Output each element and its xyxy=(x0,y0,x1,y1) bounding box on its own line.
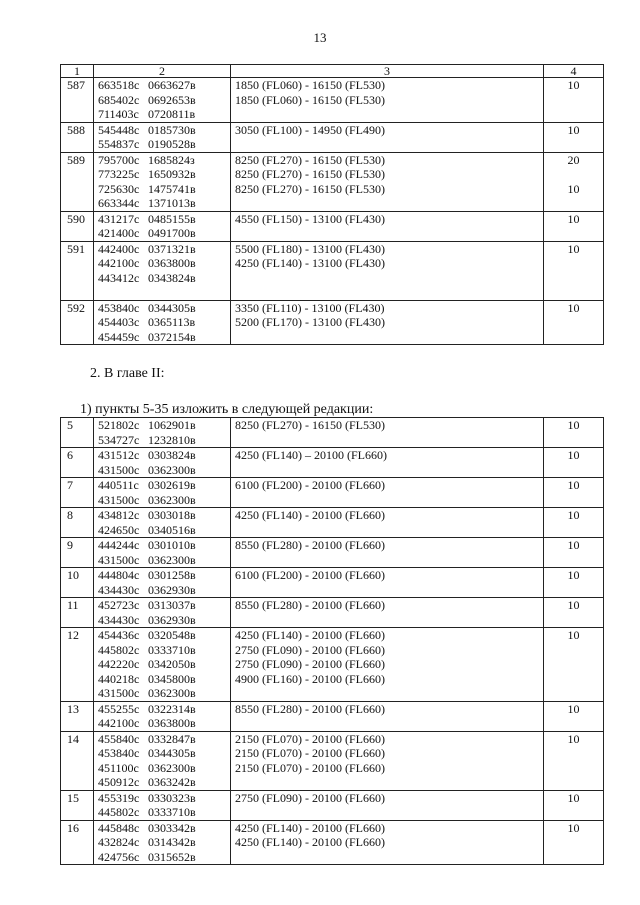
latitude: 434812с xyxy=(98,508,140,522)
coordinate-cell xyxy=(94,211,231,241)
longitude: 0344305в xyxy=(148,300,196,315)
width-value xyxy=(548,167,599,182)
longitude: 0372154в xyxy=(148,329,196,344)
longitude: 0362300в xyxy=(148,686,196,700)
coordinate-cell xyxy=(94,568,231,598)
coordinate-cell xyxy=(94,300,231,345)
latitude: 455840с xyxy=(98,731,140,746)
latitude: 450912с xyxy=(98,775,140,789)
altitude-cell xyxy=(231,790,544,820)
route-number: 588 xyxy=(61,122,94,152)
section-heading: 2. В главе II: xyxy=(90,366,165,381)
longitude: 0365113в xyxy=(148,315,196,329)
route-number: 5 xyxy=(61,418,94,448)
table-row xyxy=(61,731,604,790)
longitude: 0332847в xyxy=(148,731,196,746)
altitude-range: 4250 (FL140) - 20100 (FL660) xyxy=(235,628,385,642)
latitude: 424650с xyxy=(98,522,140,537)
coordinate-line xyxy=(98,805,226,820)
latitude: 554837с xyxy=(98,137,140,151)
width-value: 10 xyxy=(567,448,580,462)
altitude-cell xyxy=(231,538,544,568)
route-number: 13 xyxy=(61,701,94,731)
altitude-cell xyxy=(231,241,544,300)
longitude: 0343824в xyxy=(148,270,196,285)
coordinate-cell xyxy=(94,701,231,731)
altitude-range: 1850 (FL060) - 16150 (FL530) xyxy=(235,92,385,107)
latitude: 443412с xyxy=(98,270,140,285)
coordinate-cell xyxy=(94,790,231,820)
table-row xyxy=(61,300,604,345)
altitude-cell xyxy=(231,568,544,598)
coordinate-line xyxy=(98,835,226,850)
table-row xyxy=(61,211,604,241)
table-row xyxy=(61,538,604,568)
width-value: 10 xyxy=(567,300,580,315)
altitude-cell xyxy=(231,628,544,702)
width-cell xyxy=(544,628,604,702)
width-cell xyxy=(544,508,604,538)
width-cell xyxy=(544,300,604,345)
coordinate-cell xyxy=(94,122,231,152)
width-value: 10 xyxy=(567,241,580,256)
altitude-cell xyxy=(231,598,544,628)
longitude: 0301258в xyxy=(148,568,196,582)
longitude: 0322314в xyxy=(148,701,196,716)
altitude-range: 2750 (FL090) - 20100 (FL660) xyxy=(235,657,385,671)
longitude: 0333710в xyxy=(148,805,196,819)
longitude: 0340516в xyxy=(148,522,196,537)
longitude: 0185730в xyxy=(148,122,196,137)
latitude: 534727с xyxy=(98,432,140,447)
coordinate-line xyxy=(98,716,226,731)
coordinate-line xyxy=(98,628,226,643)
longitude: 0303342в xyxy=(148,820,196,835)
altitude-range: 4900 (FL160) - 20100 (FL660) xyxy=(235,671,385,686)
table-row xyxy=(61,790,604,820)
latitude: 452723с xyxy=(98,598,140,612)
route-number: 6 xyxy=(61,448,94,478)
altitude-range: 2150 (FL070) - 20100 (FL660) xyxy=(235,746,385,760)
coordinate-cell xyxy=(94,508,231,538)
altitude-range: 8550 (FL280) - 20100 (FL660) xyxy=(235,701,385,716)
altitude-range: 8250 (FL270) - 16150 (FL530) xyxy=(235,167,385,181)
route-number: 7 xyxy=(61,478,94,508)
latitude: 421400с xyxy=(98,226,140,240)
route-number: 8 xyxy=(61,508,94,538)
coordinate-line xyxy=(98,123,226,138)
table-row xyxy=(61,478,604,508)
coordinate-line xyxy=(98,508,226,523)
coordinate-line xyxy=(98,196,226,211)
coordinate-line xyxy=(98,672,226,687)
coordinate-line xyxy=(98,613,226,628)
coordinate-line xyxy=(98,301,226,316)
coordinate-line xyxy=(98,746,226,761)
altitude-range: 4250 (FL140) - 20100 (FL660) xyxy=(235,508,385,522)
altitude-cell xyxy=(231,701,544,731)
width-value: 10 xyxy=(567,508,580,522)
width-value: 10 xyxy=(567,538,580,552)
longitude: 1062901в xyxy=(148,418,196,432)
altitude-range: 5200 (FL170) - 13100 (FL430) xyxy=(235,315,385,329)
latitude: 445802с xyxy=(98,805,140,819)
route-number: 14 xyxy=(61,731,94,790)
altitude-cell xyxy=(231,300,544,345)
altitude-range: 3350 (FL110) - 13100 (FL430) xyxy=(235,300,385,315)
page-number: 13 xyxy=(313,30,327,45)
coordinate-line xyxy=(98,553,226,568)
coordinate-line xyxy=(98,433,226,448)
coordinate-line xyxy=(98,226,226,241)
width-cell xyxy=(544,122,604,152)
column-header: 3 xyxy=(231,65,544,78)
longitude: 0362930в xyxy=(148,612,196,627)
coordinate-line xyxy=(98,107,226,122)
coordinate-line xyxy=(98,212,226,227)
longitude: 1232810в xyxy=(148,432,196,447)
longitude: 0362300в xyxy=(148,462,196,477)
width-cell xyxy=(544,598,604,628)
coordinate-line xyxy=(98,791,226,806)
coordinate-cell xyxy=(94,598,231,628)
longitude: 0362300в xyxy=(148,760,196,775)
table-row xyxy=(61,508,604,538)
coordinate-line xyxy=(98,538,226,553)
coordinate-line xyxy=(98,256,226,271)
width-cell xyxy=(544,211,604,241)
longitude: 0363800в xyxy=(148,716,196,730)
altitude-range: 2150 (FL070) - 20100 (FL660) xyxy=(235,760,385,775)
coordinate-line xyxy=(98,242,226,257)
coordinate-line xyxy=(98,702,226,717)
altitude-range: 3050 (FL100) - 14950 (FL490) xyxy=(235,122,385,137)
route-number: 590 xyxy=(61,211,94,241)
coordinate-cell xyxy=(94,241,231,300)
altitude-range: 5500 (FL180) - 13100 (FL430) xyxy=(235,241,385,256)
altitude-range: 4250 (FL140) - 20100 (FL660) xyxy=(235,835,385,849)
width-value: 10 xyxy=(567,820,580,835)
coordinate-cell xyxy=(94,538,231,568)
longitude: 0491700в xyxy=(148,226,196,240)
altitude-range: 2750 (FL090) - 20100 (FL660) xyxy=(235,790,385,805)
table-row xyxy=(61,418,604,448)
coordinate-line xyxy=(98,448,226,463)
coordinate-line xyxy=(98,568,226,583)
coordinate-line xyxy=(98,182,226,197)
altitude-range: 8550 (FL280) - 20100 (FL660) xyxy=(235,598,385,612)
latitude: 773225с xyxy=(98,167,140,181)
latitude: 453840с xyxy=(98,300,140,315)
latitude: 685402с xyxy=(98,92,140,107)
altitude-cell xyxy=(231,731,544,790)
latitude: 454403с xyxy=(98,315,140,329)
latitude: 442220с xyxy=(98,657,140,671)
coordinate-line xyxy=(98,93,226,108)
coordinate-cell xyxy=(94,152,231,211)
latitude: 455319с xyxy=(98,790,140,805)
latitude: 431512с xyxy=(98,448,140,462)
longitude: 0301010в xyxy=(148,538,196,552)
latitude: 434430с xyxy=(98,612,140,627)
altitude-range: 4250 (FL140) - 13100 (FL430) xyxy=(235,256,385,270)
longitude: 0371321в xyxy=(148,241,196,256)
width-cell xyxy=(544,568,604,598)
table-row xyxy=(61,598,604,628)
width-cell xyxy=(544,78,604,123)
coordinate-line xyxy=(98,761,226,776)
latitude: 431500с xyxy=(98,462,140,477)
coordinate-line xyxy=(98,598,226,613)
latitude: 663344с xyxy=(98,196,140,210)
route-number: 592 xyxy=(61,300,94,345)
width-cell xyxy=(544,418,604,448)
altitude-cell xyxy=(231,122,544,152)
longitude: 0303018в xyxy=(148,508,196,522)
latitude: 442100с xyxy=(98,716,140,730)
width-cell xyxy=(544,448,604,478)
latitude: 431500с xyxy=(98,686,140,700)
coordinate-line xyxy=(98,643,226,658)
coordinate-cell xyxy=(94,418,231,448)
width-value: 10 xyxy=(567,78,580,92)
longitude: 0320548в xyxy=(148,628,196,642)
table-row xyxy=(61,122,604,152)
longitude: 0342050в xyxy=(148,657,196,671)
latitude: 455255с xyxy=(98,701,140,716)
altitude-range: 8250 (FL270) - 16150 (FL530) xyxy=(235,152,385,167)
width-value: 10 xyxy=(567,628,580,642)
altitude-cell xyxy=(231,448,544,478)
altitude-cell xyxy=(231,418,544,448)
coordinate-cell xyxy=(94,820,231,865)
latitude: 432824с xyxy=(98,835,140,849)
latitude: 545448с xyxy=(98,122,140,137)
column-header: 4 xyxy=(544,65,604,78)
longitude: 0663627в xyxy=(148,78,196,92)
longitude: 0720811в xyxy=(148,107,196,121)
latitude: 442400с xyxy=(98,241,140,256)
latitude: 454459с xyxy=(98,329,140,344)
table-row xyxy=(61,568,604,598)
longitude: 1650932в xyxy=(148,167,196,181)
width-cell xyxy=(544,790,604,820)
width-cell xyxy=(544,538,604,568)
longitude: 0303824в xyxy=(148,448,196,462)
width-cell xyxy=(544,820,604,865)
altitude-range: 4250 (FL140) - 20100 (FL660) xyxy=(235,820,385,835)
width-value: 10 xyxy=(567,122,580,137)
coordinate-line xyxy=(98,167,226,182)
coordinate-cell xyxy=(94,478,231,508)
longitude: 1371013в xyxy=(148,196,196,210)
coordinate-line xyxy=(98,285,226,300)
latitude: 454436с xyxy=(98,628,140,642)
coordinate-line xyxy=(98,523,226,538)
table-header-row xyxy=(61,65,604,78)
width-cell xyxy=(544,241,604,300)
width-value: 10 xyxy=(567,598,580,612)
table-row xyxy=(61,152,604,211)
route-number: 591 xyxy=(61,241,94,300)
altitude-range: 1850 (FL060) - 16150 (FL530) xyxy=(235,78,385,92)
coordinate-line xyxy=(98,686,226,701)
coordinate-line xyxy=(98,850,226,865)
table-row xyxy=(61,820,604,865)
latitude: 451100с xyxy=(98,760,139,775)
longitude: 0363800в xyxy=(148,256,196,270)
longitude: 0344305в xyxy=(148,746,196,760)
width-value: 10 xyxy=(567,731,580,746)
width-cell xyxy=(544,731,604,790)
table-row xyxy=(61,241,604,300)
latitude: 431500с xyxy=(98,492,140,507)
longitude: 0333710в xyxy=(148,642,196,657)
width-value: 10 xyxy=(567,478,580,492)
longitude: 0330323в xyxy=(148,790,196,805)
route-number: 16 xyxy=(61,820,94,865)
route-number: 587 xyxy=(61,78,94,123)
coordinate-line xyxy=(98,315,226,330)
route-number: 9 xyxy=(61,538,94,568)
latitude: 725630с xyxy=(98,181,140,196)
table-row xyxy=(61,448,604,478)
coordinate-line xyxy=(98,583,226,598)
altitude-cell xyxy=(231,478,544,508)
coordinate-line xyxy=(98,153,226,168)
longitude: 0692653в xyxy=(148,92,196,107)
altitude-cell xyxy=(231,820,544,865)
route-number: 12 xyxy=(61,628,94,702)
width-value: 10 xyxy=(567,701,580,716)
longitude: 0362930в xyxy=(148,582,196,597)
longitude: 0362300в xyxy=(148,492,196,507)
altitude-range: 4250 (FL140) – 20100 (FL660) xyxy=(235,448,387,462)
latitude: 444244с xyxy=(98,538,140,552)
column-header: 1 xyxy=(61,65,94,78)
altitude-range: 8550 (FL280) - 20100 (FL660) xyxy=(235,538,385,552)
altitude-range: 2150 (FL070) - 20100 (FL660) xyxy=(235,731,385,746)
coordinate-line xyxy=(98,78,226,93)
altitude-cell xyxy=(231,78,544,123)
coordinate-cell xyxy=(94,628,231,702)
latitude: 795700с xyxy=(98,152,140,167)
route-table-1 xyxy=(60,64,604,345)
route-number: 11 xyxy=(61,598,94,628)
altitude-range: 4550 (FL150) - 13100 (FL430) xyxy=(235,211,385,226)
route-number: 10 xyxy=(61,568,94,598)
latitude: 711403с xyxy=(98,107,139,121)
latitude: 440511с xyxy=(98,478,139,492)
latitude: 434430с xyxy=(98,582,140,597)
altitude-cell xyxy=(231,152,544,211)
latitude: 444804с xyxy=(98,568,140,582)
width-value: 10 xyxy=(567,568,580,582)
coordinate-cell xyxy=(94,731,231,790)
latitude: 453840с xyxy=(98,746,140,760)
altitude-range: 6100 (FL200) - 20100 (FL660) xyxy=(235,478,385,492)
latitude: 663518с xyxy=(98,78,140,92)
coordinate-line xyxy=(98,330,226,345)
altitude-cell xyxy=(231,211,544,241)
coordinate-cell xyxy=(94,78,231,123)
longitude: 0302619в xyxy=(148,478,196,492)
coordinate-line xyxy=(98,271,226,286)
width-cell xyxy=(544,701,604,731)
table-row xyxy=(61,701,604,731)
latitude: 431500с xyxy=(98,552,140,567)
longitude: 0313037в xyxy=(148,598,196,612)
width-value: 10 xyxy=(567,418,580,432)
latitude: 442100с xyxy=(98,256,140,270)
longitude: 0363242в xyxy=(148,775,196,789)
width-value: 20 xyxy=(567,152,580,167)
longitude: 1685824з xyxy=(148,152,195,167)
coordinate-cell xyxy=(94,448,231,478)
route-number: 15 xyxy=(61,790,94,820)
longitude: 0315652в xyxy=(148,849,196,864)
latitude: 445802с xyxy=(98,642,140,657)
latitude: 431217с xyxy=(98,211,140,226)
coordinate-line xyxy=(98,493,226,508)
latitude: 440218с xyxy=(98,671,140,686)
coordinate-line xyxy=(98,732,226,747)
route-table-2 xyxy=(60,417,604,865)
table-row xyxy=(61,628,604,702)
coordinate-line xyxy=(98,821,226,836)
table-row xyxy=(61,78,604,123)
width-cell xyxy=(544,152,604,211)
route-number: 589 xyxy=(61,152,94,211)
longitude: 0345800в xyxy=(148,671,196,686)
latitude: 424756с xyxy=(98,849,140,864)
altitude-range: 8250 (FL270) - 16150 (FL530) xyxy=(235,418,385,432)
column-header: 2 xyxy=(94,65,231,78)
longitude: 0190528в xyxy=(148,137,196,151)
longitude: 1475741в xyxy=(148,181,196,196)
longitude: 0362300в xyxy=(148,552,196,567)
width-cell xyxy=(544,478,604,508)
coordinate-line xyxy=(98,478,226,493)
longitude: 0485155в xyxy=(148,211,196,226)
latitude: 521802с xyxy=(98,418,140,432)
longitude: 0314342в xyxy=(148,835,196,849)
altitude-range: 8250 (FL270) - 16150 (FL530) xyxy=(235,181,385,196)
width-value: 10 xyxy=(567,790,580,805)
altitude-cell xyxy=(231,508,544,538)
coordinate-line xyxy=(98,463,226,478)
coordinate-line xyxy=(98,418,226,433)
coordinate-line xyxy=(98,657,226,672)
width-value: 10 xyxy=(567,211,580,226)
coordinate-line xyxy=(98,775,226,790)
width-value: 10 xyxy=(567,181,580,196)
subheading: 1) пункты 5-35 изложить в следующей редакции: xyxy=(80,402,374,417)
altitude-range: 2750 (FL090) - 20100 (FL660) xyxy=(235,642,385,657)
altitude-range: 6100 (FL200) - 20100 (FL660) xyxy=(235,568,385,582)
latitude: 445848с xyxy=(98,820,140,835)
coordinate-line xyxy=(98,137,226,152)
